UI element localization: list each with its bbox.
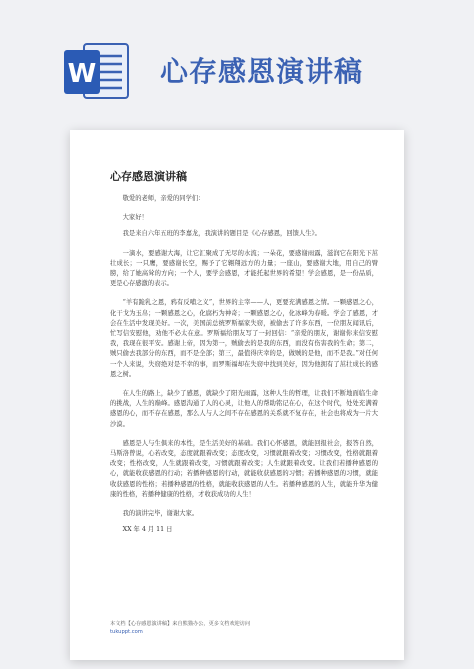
- paragraph: 感恩是人与生俱来的本性，是生活美好的基础。我们心怀感恩，就能回报社会，报答自然，马斯洛曾说，心若改变，态度就跟着改变；态度改变，习惯就跟着改变；习惯改变，性格就跟着改变；性格改变，人生就跟着改变，习惯就跟着改变；人生就跟着改变。让我们若播种感恩的心，就能收获感恩的行动；若播种感恩的行动，就能收获感恩的习惯；若播种感恩的习惯，就能收获感恩的性格；若播种感恩的性格，就能收获感恩的人生。若播种感恩的人生，就能升华为健康的性格，若播种健康的性格，才收获成功的人生！: [110, 439, 378, 498]
- footer-note: 本文档【心存感恩演讲稿】来自熊猫办公，更多文档欢迎访问: [110, 621, 251, 627]
- banner-title: 心存感恩演讲稿: [160, 55, 364, 88]
- greeting: 大家好！: [122, 214, 148, 222]
- document-body: [110, 194, 378, 541]
- salutation: 敬爱的老师，亲爱的同学们：: [122, 195, 205, 202]
- paragraph: “羊有跪乳之恩，鸦有反哺之义”，世界的主宰——人，更要充满感恩之情。一颗感恩之心，化干戈为玉帛；一颗感恩之心，化腐朽为神奇；一颗感恩之心，化冰峰为春暖。学会了感恩，才会在生活中发现美好。一次，美国前总统罗斯福家失窃，被偷去了许多东西，一位朋友闻讯后，忙写信安慰他，劝他不必太在意。罗斯福给朋友写了一封回信：“亲爱的朋友，谢谢你来信安慰我，我现在很平安。感谢上帝，因为第一，贼偷去的是我的东西，而没有伤害我的生命；第二，贼只偷去我部分的东西，而不是全部；第三，最值得庆幸的是，做贼的是他，而不是我。”对任何一个人来说，失窃绝对是不幸的事，而罗斯福却在失窃中找到美好，因为他拥有了茁壮成长的感恩之树。: [110, 299, 378, 378]
- footer-link[interactable]: tukuppt.com: [110, 629, 143, 635]
- date: XX 年 4 月 11 日: [122, 526, 173, 534]
- paragraph: 在人生的路上，缺少了感恩，就缺少了阳光雨露，这种人生的哲理，让我们不断地面临生命的挑战，人生的巅峰。感恩沟通了人的心灵，让他人的帮助铭记在心，在这个时代，处处充满着感恩的心，而不存在感恩，那么人与人之间不存在感恩的关系就不复存在，社会也将成为一片大沙漠。: [110, 390, 378, 428]
- document-title: 心存感恩演讲稿: [110, 170, 187, 183]
- header-banner: [0, 0, 474, 110]
- word-document-icon: [62, 40, 130, 102]
- introduction: 我是来自六年五班的李嘉龙，我演讲的题目是《心存感恩，回馈人生》。: [122, 230, 321, 238]
- document-footer: [110, 620, 378, 636]
- document-page: [70, 130, 404, 660]
- closing: 我的演讲完毕，谢谢大家。: [122, 510, 199, 518]
- svg-text:W: W: [67, 59, 97, 89]
- paragraph: 一滴水，要感谢大海，让它汇聚成了无尽的水流；一朵花，要感谢雨露，滋润它在阳光下茁壮成长；一只鹰，要感谢长空，赐予了它翱翔远方的力量；一座山，要感谢大地，用自己的臂膀，给了她高耸的方向；一个人，要学会感恩，才能托起世界的希望！学会感恩，是一份品质，更是心存感激的表示。: [110, 249, 378, 288]
